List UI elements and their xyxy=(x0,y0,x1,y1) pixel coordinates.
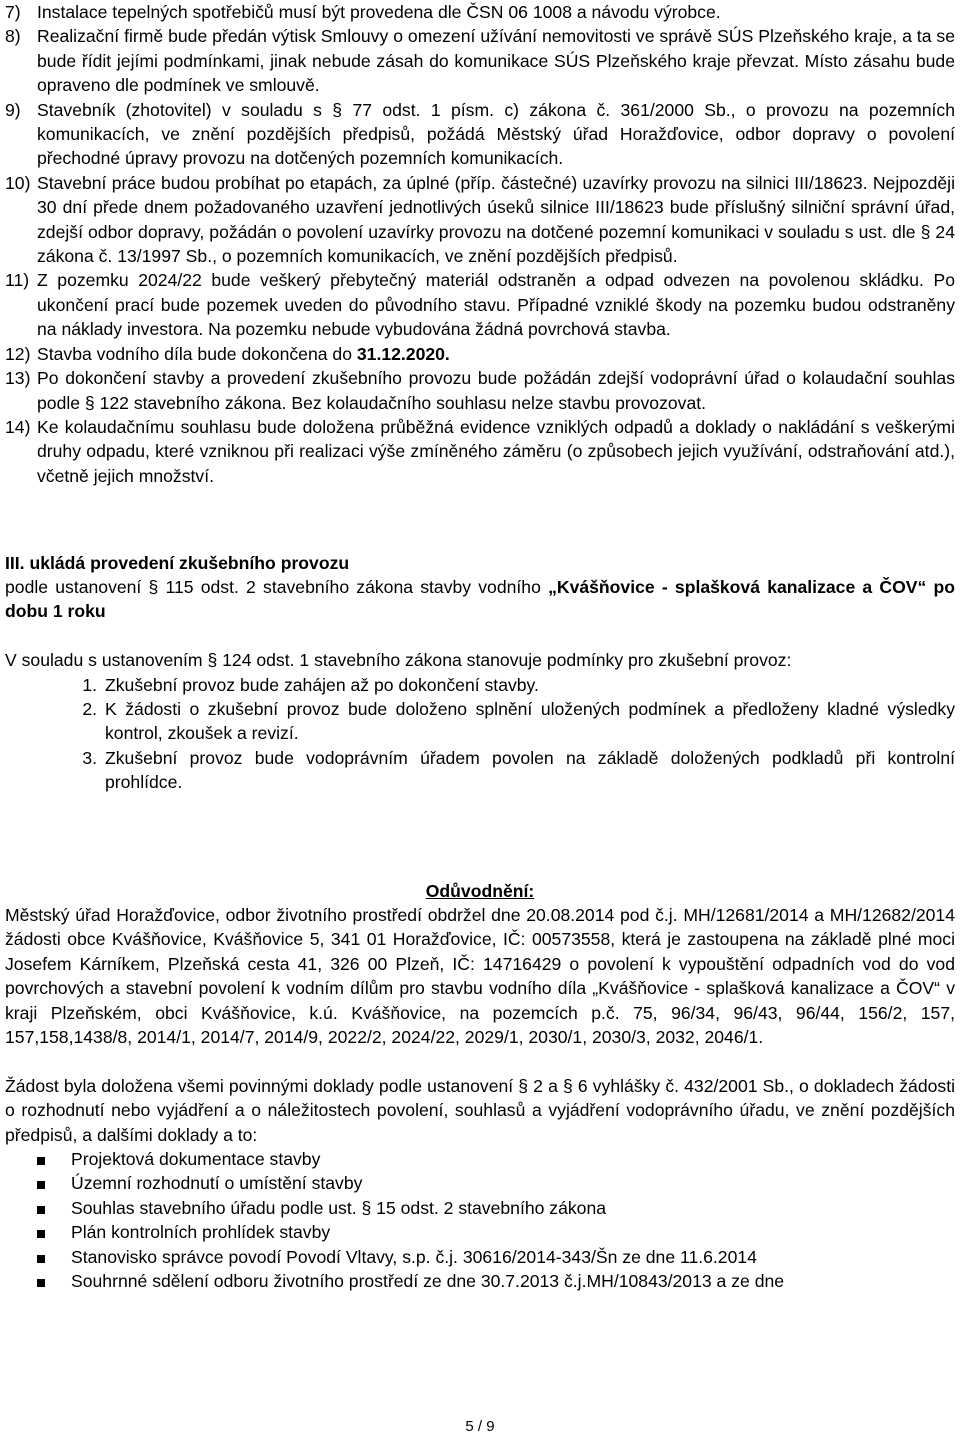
section-three xyxy=(5,551,955,795)
list-item-text: Projektová dokumentace stavby xyxy=(71,1149,321,1170)
completion-date: 31.12.2020. xyxy=(356,343,450,364)
reasoning-paragraph: Městský úřad Horažďovice, odbor životního prostředí obdržel dne 20.08.2014 pod č.j. MH/12681/2014 a MH/12682/2014 žádosti obce Kvášňovice, Kvášňovice 5, 341 01 Horažďovice, IČ: 00573558, která je zastoupena na základě plné moci Josefem Kárníkem, Plzeňská cesta 41, 326 00 Plzeň, IČ: 14716429 o povolení k vypouštění odpadních vod do vod povrchových a stavební povolení k vodním dílům pro stavbu vodního díla „Kvášňovice - splašková kanalizace a ČOV“ v kraji Plzeňském, obci Kvášňovice, k.ú. Kvášňovice, na pozemcích p.č. 75, 96/34, 96/43, 96/44, 156/2, 157, 157,158,1438/8, 2014/1, 2014/7, 2014/9, 2022/2, 2024/22, 2029/1, 2030/1, 2030/3, 2032, 2046/1. xyxy=(5,904,955,1047)
list-item-text: Stanovisko správce povodí Povodí Vltavy, s.p. č.j. 30616/2014-343/Šn ze dne 11.6.2014 xyxy=(71,1246,757,1267)
bullet-icon xyxy=(5,1269,71,1293)
condition-number: 10) xyxy=(5,172,31,193)
list-item xyxy=(5,1147,955,1171)
page-number: 5 / 9 xyxy=(465,1418,495,1435)
condition-text: Z pozemku 2024/22 bude veškerý přebytečný materiál odstraněn a odpad odvezen na povolenou skládku. Po ukončení prací bude pozemek uveden do původního stavu. Případné vzniklé škody na pozemku budou odstraněny na náklady investora. Na pozemku nebude vybudována žádná povrchová stavba. xyxy=(37,270,955,340)
condition-text: Po dokončení stavby a provedení zkušebního provozu bude požádán zdejší vodoprávní úřad o kolaudační souhlas podle § 122 stavebního zákona. Bez kolaudačního souhlasu nelze stavbu provozovat. xyxy=(37,368,955,413)
list-item xyxy=(5,1196,955,1220)
bullet-icon xyxy=(5,1171,71,1195)
condition-number: 7) xyxy=(5,2,21,22)
condition-item xyxy=(5,366,955,415)
bullet-icon xyxy=(5,1245,71,1269)
construction-name: „Kvášňovice - splašková kanalizace a ČOV“ po dobu 1 roku xyxy=(5,576,955,622)
list-item-text: Souhlas stavebního úřadu podle ust. § 15 odst. 2 stavebního zákona xyxy=(71,1197,607,1218)
condition-text xyxy=(37,342,955,366)
statement-text: podle ustanovení § 115 odst. 2 stavebního zákona stavby vodního xyxy=(5,576,549,597)
condition-item xyxy=(5,0,955,24)
trial-condition-number: 2. xyxy=(82,698,97,719)
document-page xyxy=(5,0,955,1293)
trial-condition-item xyxy=(5,746,955,795)
condition-number: 13) xyxy=(5,368,31,389)
condition-item xyxy=(5,268,955,341)
condition-text: Stavební práce budou probíhat po etapách, za úplné (příp. částečné) uzavírky provozu na silnici III/18623. Nejpozději 30 dní přede dnem požadovaného uzavření jednotlivých úseků silnice III/18623 bude příslušný silniční správní úřad, zdejší odbor dopravy, požádán o povolení uzavírky provozu na dotčené pozemní komunikaci v souladu s ust. dle § 24 zákona č. 13/1997 Sb., o pozemních komunikacích, ve znění pozdějších předpisů. xyxy=(37,172,955,267)
trial-condition-text: Zkušební provoz bude vodoprávním úřadem povolen na základě doložených podkladů při kontrolní prohlídce. xyxy=(105,747,955,793)
reasoning-section xyxy=(5,879,955,1294)
condition-text: Stavebník (zhotovitel) v souladu s § 77 odst. 1 písm. c) zákona č. 361/2000 Sb., o provozu na pozemních komunikacích, ve znění pozdějších předpisů, požádá Městský úřad Horažďovice, odbor dopravy o povolení přechodné úpravy provozu na dotčených pozemních komunikacích. xyxy=(37,99,955,169)
trial-condition-number: 1. xyxy=(82,674,97,695)
list-item xyxy=(5,1269,955,1293)
trial-condition-text: K žádosti o zkušební provoz bude doloženo splnění uložených podmínek a předloženy kladné výsledky kontrol, zkoušek a revizí. xyxy=(105,698,955,744)
bullet-icon xyxy=(5,1147,71,1171)
trial-conditions-list xyxy=(5,673,955,795)
list-item-text: Plán kontrolních prohlídek stavby xyxy=(71,1222,331,1243)
trial-condition-item xyxy=(5,697,955,746)
documents-list xyxy=(5,1147,955,1293)
bullet-icon xyxy=(5,1220,71,1244)
condition-number: 11) xyxy=(5,270,30,291)
condition-item xyxy=(5,415,955,488)
condition-text: Instalace tepelných spotřebičů musí být provedena dle ČSN 06 1008 a návodu výrobce. xyxy=(37,2,721,22)
condition-number: 9) xyxy=(5,99,21,120)
list-item xyxy=(5,1220,955,1244)
condition-item xyxy=(5,171,955,269)
condition-number: 8) xyxy=(5,26,21,47)
trial-operation-statement xyxy=(5,575,955,624)
condition-text: Realizační firmě bude předán výtisk Smlouvy o omezení užívání nemovitosti ve správě SÚS Plzeňského kraje, a ta se bude řídit jejími podmínkami, jinak nebude zásah do komunikace SÚS Plzeňského kraje převzat. Místo zásahu bude opraveno dle podmínek ve smlouvě. xyxy=(37,26,955,96)
condition-item xyxy=(5,24,955,97)
reasoning-paragraph: Žádost byla doložena všemi povinnými doklady podle ustanovení § 2 a § 6 vyhlášky č. 432/2001 Sb., o dokladech žádosti o rozhodnutí nebo vyjádření a o náležitostech povolení, souhlasů a vyjádření vodoprávního úřadu, ve znění pozdějších předpisů, a dalšími doklady a to: xyxy=(5,1075,955,1145)
condition-text-plain: Stavba vodního díla bude dokončena do xyxy=(37,343,357,364)
conditions-list xyxy=(5,0,955,488)
bullet-icon xyxy=(5,1196,71,1220)
condition-number: 12) xyxy=(5,343,31,364)
condition-text: Ke kolaudačnímu souhlasu bude doložena průběžná evidence vzniklých odpadů a doklady o nakládání s veškerými druhy odpadu, které vzniknou při realizaci výše zmíněného záměru (o způsobech jejich využívání, odstraňování atd.), včetně jejich množství. xyxy=(37,416,955,486)
list-item-text: Územní rozhodnutí o umístění stavby xyxy=(71,1173,363,1194)
condition-item xyxy=(5,98,955,171)
list-item xyxy=(5,1171,955,1195)
trial-conditions-intro: V souladu s ustanovením § 124 odst. 1 stavebního zákona stanovuje podmínky pro zkušební provoz: xyxy=(5,650,792,671)
list-item xyxy=(5,1245,955,1269)
condition-number: 14) xyxy=(5,416,31,437)
list-item-text: Souhrnné sdělení odboru životního prostředí ze dne 30.7.2013 č.j.MH/10843/2013 a ze dne xyxy=(71,1271,785,1292)
trial-condition-text: Zkušební provoz bude zahájen až po dokončení stavby. xyxy=(105,674,539,695)
trial-condition-item xyxy=(5,673,955,697)
reasoning-heading: Odůvodnění: xyxy=(425,880,535,901)
condition-item xyxy=(5,342,955,366)
trial-condition-number: 3. xyxy=(82,747,97,768)
section-heading: III. ukládá provedení zkušebního provozu xyxy=(5,552,350,573)
